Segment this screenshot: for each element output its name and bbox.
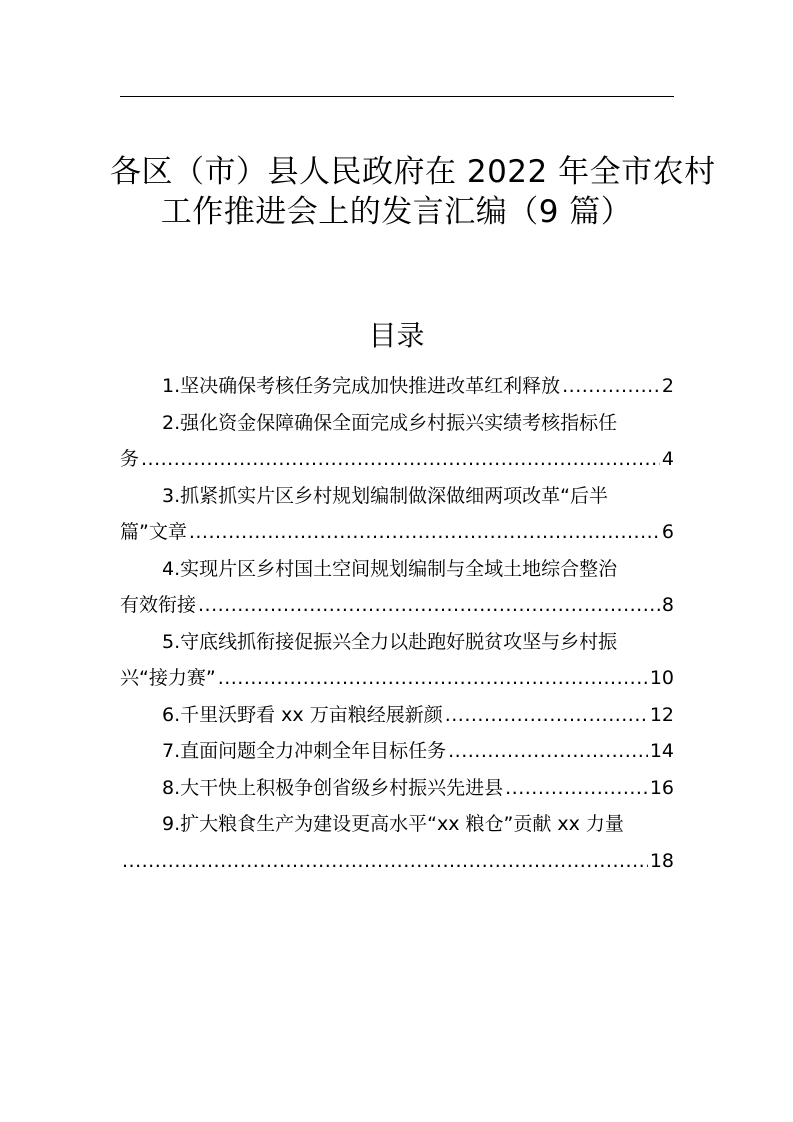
toc-entry-title: 1.坚决确保考核任务完成加快推进改革红利释放 <box>162 375 561 397</box>
toc-entry-title-cont: 篇”文章 <box>120 521 187 543</box>
toc-leader <box>189 514 660 551</box>
toc-leader <box>505 770 648 807</box>
toc-page-number: 8 <box>661 594 674 616</box>
toc-leader <box>198 587 660 624</box>
toc-entry-title: 2.强化资金保障确保全面完成乡村振兴实绩考核指标任 <box>162 411 618 434</box>
toc-leader <box>141 441 660 478</box>
toc-leader <box>562 368 660 405</box>
toc-entry-title: 5.守底线抓衔接促振兴全力以赴跑好脱贫攻坚与乡村振 <box>162 630 618 653</box>
toc-heading: 目录 <box>368 319 425 352</box>
toc-entry-8[interactable] <box>120 770 674 807</box>
toc-entry-9[interactable] <box>120 806 674 879</box>
toc-page-number: 2 <box>661 375 674 397</box>
table-of-contents <box>120 368 674 879</box>
document-title-line-2: 工作推进会上的发言汇编（9 篇） <box>160 194 633 230</box>
toc-page-number: 10 <box>649 667 674 689</box>
toc-entry-5[interactable] <box>120 624 674 697</box>
toc-entry-6[interactable] <box>120 697 674 734</box>
toc-entry-title: 6.千里沃野看 xx 万亩粮经展新颜 <box>162 703 443 726</box>
toc-entry-title: 3.抓紧抓实片区乡村规划编制做深做细两项改革“后半 <box>162 484 608 507</box>
toc-page-number: 18 <box>649 849 674 872</box>
toc-entry-title: 7.直面问题全力冲刺全年目标任务 <box>162 740 447 762</box>
toc-leader <box>218 660 648 697</box>
toc-entry-title-cont: 兴“接力赛” <box>120 667 216 689</box>
toc-entry-7[interactable] <box>120 733 674 770</box>
toc-entry-title: 4.实现片区乡村国土空间规划编制与全域土地综合整治 <box>162 557 618 580</box>
toc-page-number: 4 <box>661 448 674 470</box>
toc-leader <box>448 733 648 770</box>
document-title-line-1: 各区（市）县人民政府在 2022 年全市农村 <box>110 154 716 190</box>
toc-entry-2[interactable] <box>120 405 674 478</box>
toc-entry-title-cont: 有效衔接 <box>120 594 197 616</box>
toc-entry-title-cont: 务 <box>120 448 140 470</box>
header-rule <box>120 96 674 97</box>
toc-entry-title: 8.大干快上积极争创省级乡村振兴先进县 <box>162 776 504 799</box>
toc-page-number: 12 <box>649 703 674 726</box>
toc-entry-4[interactable] <box>120 551 674 624</box>
toc-page-number: 16 <box>649 776 674 799</box>
toc-entry-3[interactable] <box>120 478 674 551</box>
toc-leader <box>445 697 648 734</box>
toc-entry-title: 9.扩大粮食生产为建设更高水平“xx 粮仓”贡献 xx 力量 <box>162 813 624 835</box>
toc-entry-1[interactable] <box>120 368 674 405</box>
toc-page-number: 14 <box>649 740 674 762</box>
toc-leader <box>122 843 648 880</box>
toc-page-number: 6 <box>661 521 674 543</box>
